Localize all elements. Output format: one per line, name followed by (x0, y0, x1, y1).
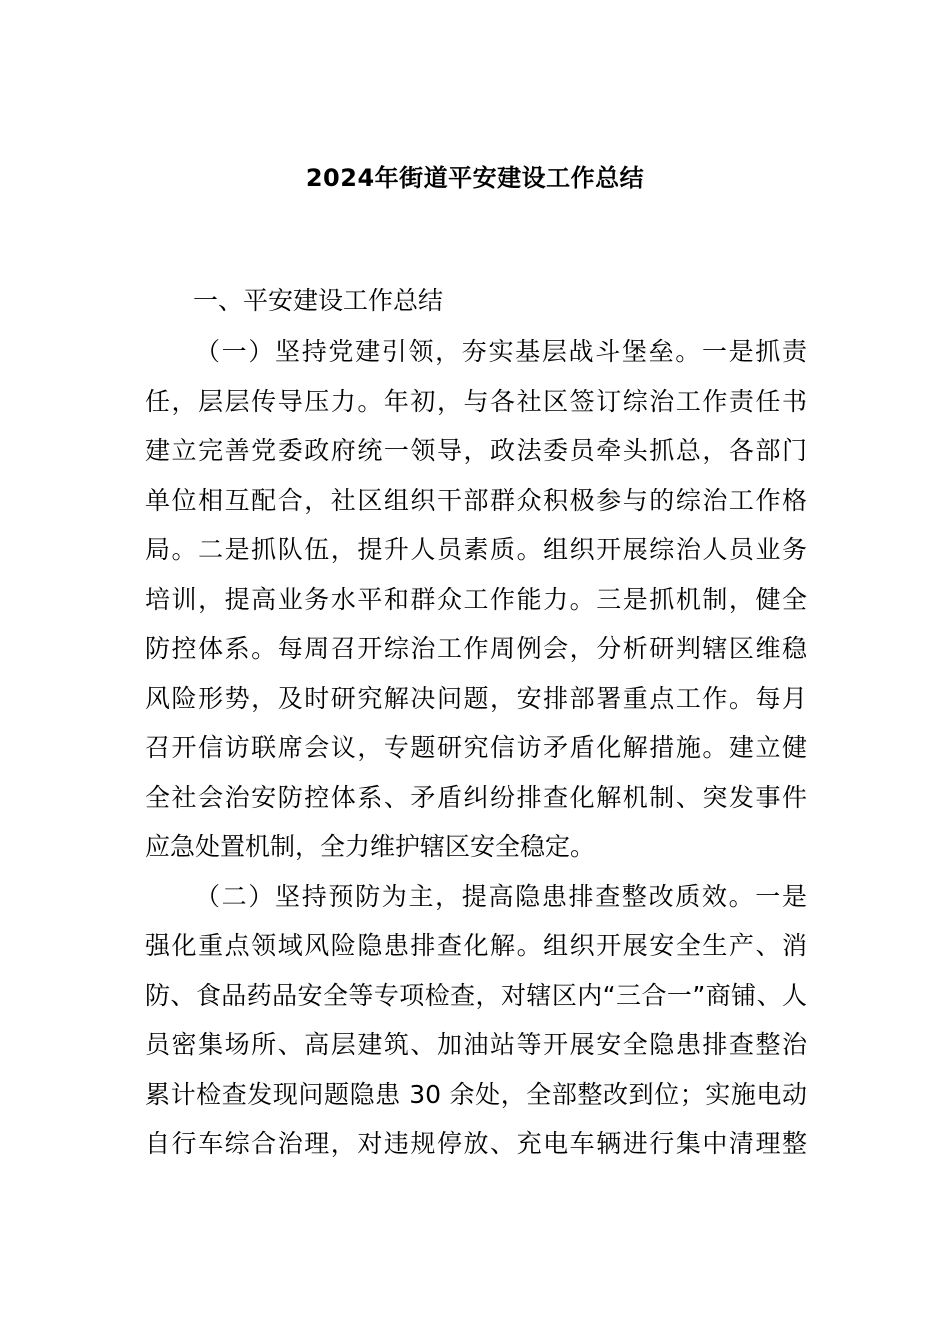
paragraph-1-line: 风险形势，及时研究解决问题，安排部署重点工作。每月 (145, 684, 807, 713)
paragraph-2-line: 员密集场所、高层建筑、加油站等开展安全隐患排查整治 (145, 1030, 807, 1059)
document-title: 2024年街道平安建设工作总结 (305, 164, 645, 192)
paragraph-1-line: 培训，提高业务水平和群众工作能力。三是抓机制，健全 (145, 585, 807, 614)
section-heading: 一、平安建设工作总结 (193, 286, 444, 315)
paragraph-2-line: 累计检查发现问题隐患 30 余处，全部整改到位；实施电动 (145, 1080, 807, 1109)
paragraph-2-line: 自行车综合治理，对违规停放、充电车辆进行集中清理整 (145, 1129, 807, 1158)
paragraph-1-line: （一）坚持党建引领，夯实基层战斗堡垒。一是抓责 (195, 337, 807, 366)
paragraph-1-line: 防控体系。每周召开综治工作周例会，分析研判辖区维稳 (145, 634, 807, 663)
paragraph-2-line: 强化重点领域风险隐患排查化解。组织开展安全生产、消 (145, 931, 807, 960)
paragraph-1-line: 局。二是抓队伍，提升人员素质。组织开展综治人员业务 (145, 535, 807, 564)
paragraph-1-line: 建立完善党委政府统一领导，政法委员牵头抓总，各部门 (145, 436, 807, 465)
paragraph-2-line: （二）坚持预防为主，提高隐患排查整改质效。一是 (195, 882, 807, 911)
paragraph-2-line: 防、食品药品安全等专项检查，对辖区内“三合一”商铺、人 (145, 981, 807, 1010)
paragraph-1-line: 召开信访联席会议，专题研究信访矛盾化解措施。建立健 (145, 733, 807, 762)
paragraph-1-line: 任，层层传导压力。年初，与各社区签订综治工作责任书 (145, 387, 807, 416)
paragraph-1-line: 单位相互配合，社区组织干部群众积极参与的综治工作格 (145, 486, 807, 515)
paragraph-1-line: 全社会治安防控体系、矛盾纠纷排查化解机制、突发事件 (145, 783, 807, 812)
paragraph-1-line: 应急处置机制，全力维护辖区安全稳定。 (145, 832, 596, 861)
